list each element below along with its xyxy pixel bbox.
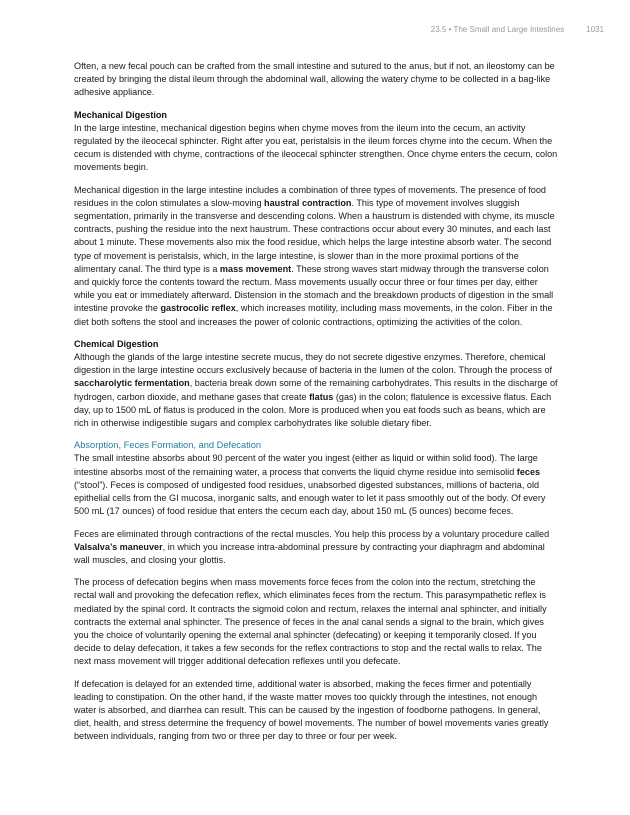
mechanical-paragraph-2: Mechanical digestion in the large intestine includes a combination of three types of movements. The presence of food residues in the colon stimulates a slow-moving haustral contraction. This type of movement involves sluggish segmentation, primarily in the transverse and descending colons. When a haustrum is distended with chyme, its muscle contracts, pushing the residue into the next haustrum. These contractions occur about every 30 minutes, and each last about 1 minute. These movements also mix the food residue, which helps the large intestine absorb water. The second type of movement is peristalsis, which, in the large intestine, is slower than in the more proximal portions of the alimentary canal. The third type is a mass movement. These strong waves start midway through the transverse colon and quickly force the contents toward the rectum. Mass movements usually occur three or four times per day, either while you eat or immediately afterward. Distension in the stomach and the breakdown products of digestion in the small intestine provoke the gastrocolic reflex, which increases motility, including mass movements, in the colon. Fiber in the diet both softens the stool and increases the power of colonic contractions, optimizing the activities of the colon. — [74, 184, 555, 327]
heading-absorption-feces-defecation: Absorption, Feces Formation, and Defecation — [74, 440, 262, 451]
term-feces: feces — [516, 466, 541, 477]
running-title: 23.5 • The Small and Large Intestines — [430, 25, 565, 34]
chemical-paragraph: Although the glands of the large intestine secrete mucus, they do not secrete digestive enzymes. Therefore, chemical digestion in the large intestine occurs exclusively because of bacteria in the lumen of the colon. Through the process of saccharolytic fermentation, bacteria break down some of the remaining carbohydrates. This results in the discharge of hydrogen, carbon dioxide, and methane gases that create flatus (gas) in the colon; flatulence is excessive flatus. Each day, up to 1500 mL of flatus is produced in the colon. More is produced when you eat foods such as beans, which are rich in otherwise indigestible sugars and complex carbohydrates like soluble dietary fiber. — [74, 352, 558, 429]
page-number: 1031 — [586, 25, 604, 34]
term-valsalvas-maneuver: Valsalva’s maneuver — [74, 541, 163, 552]
absorption-paragraph-2: Feces are eliminated through contractions of the rectal muscles. You help this process by a voluntary procedure called Valsalva’s maneuver, in which you increase intra-abdominal pressure by contracting your diaphragm and abdominal wall muscles, and closing your glottis. — [74, 528, 550, 565]
heading-chemical-digestion: Chemical Digestion — [74, 338, 159, 349]
term-gastrocolic-reflex: gastrocolic reflex — [160, 303, 236, 314]
running-header — [431, 25, 604, 34]
absorption-paragraph-3: The process of defecation begins when mass movements force feces from the colon into the rectum, stretching the rectal wall and provoking the defecation reflex, which eliminates feces from the rectum. This parasympathetic reflex is mediated by the spinal cord. It contracts the sigmoid colon and rectum, relaxes the internal anal sphincter, and initially contracts the external anal sphincter. The presence of feces in the anal canal sends a signal to the brain, which gives you the choice of voluntarily opening the external anal sphincter (defecating) or keeping it temporarily closed. If you decide to delay defecation, it takes a few seconds for the reflex contractions to stop and the rectal walls to relax. The next mass movement will trigger additional defecation reflexes until you defecate. — [74, 577, 547, 667]
heading-mechanical-digestion: Mechanical Digestion — [74, 109, 167, 120]
absorption-paragraph-4: If defecation is delayed for an extended time, additional water is absorbed, making the feces firmer and potentially leading to constipation. On the other hand, if the waste matter moves too quickly through the intestines, not enough water is absorbed, and diarrhea can result. This can be caused by the ingestion of foodborne pathogens. In general, diet, health, and stress determine the frequency of bowel movements. The number of bowel movements varies greatly between individuals, ranging from two or three per day to three or four per week. — [74, 678, 549, 742]
intro-paragraph: Often, a new fecal pouch can be crafted from the small intestine and sutured to the anus, but if not, an ileostomy can be created by bringing the distal ileum through the abdominal wall, allowing the watery chyme to be collected in a bag-like adhesive appliance. — [74, 61, 555, 98]
term-flatus: flatus — [309, 391, 334, 402]
term-saccharolytic-fermentation: saccharolytic fermentation — [74, 378, 190, 389]
mechanical-paragraph-1: In the large intestine, mechanical digestion begins when chyme moves from the ileum into the cecum, an activity regulated by the ileocecal sphincter. Right after you eat, peristalsis in the ileum forces chyme into the cecum. When the cecum is distended with chyme, contractions of the ileocecal sphincter strengthen. Once chyme enters the cecum, colon movements begin. — [74, 122, 558, 173]
body-text — [74, 60, 558, 753]
term-haustral-contraction: haustral contraction — [264, 197, 352, 208]
absorption-paragraph-1: The small intestine absorbs about 90 percent of the water you ingest (either as liquid or within solid food). The large intestine absorbs most of the remaining water, a process that converts the liquid chyme residue into semisolid feces (“stool”). Feces is composed of undigested food residues, unabsorbed digested substances, millions of bacteria, old epithelial cells from the GI mucosa, inorganic salts, and enough water to let it pass smoothly out of the body. Of every 500 mL (17 ounces) of food residue that enters the cecum each day, about 150 mL (5 ounces) become feces. — [74, 453, 546, 517]
term-mass-movement: mass movement — [219, 263, 292, 274]
